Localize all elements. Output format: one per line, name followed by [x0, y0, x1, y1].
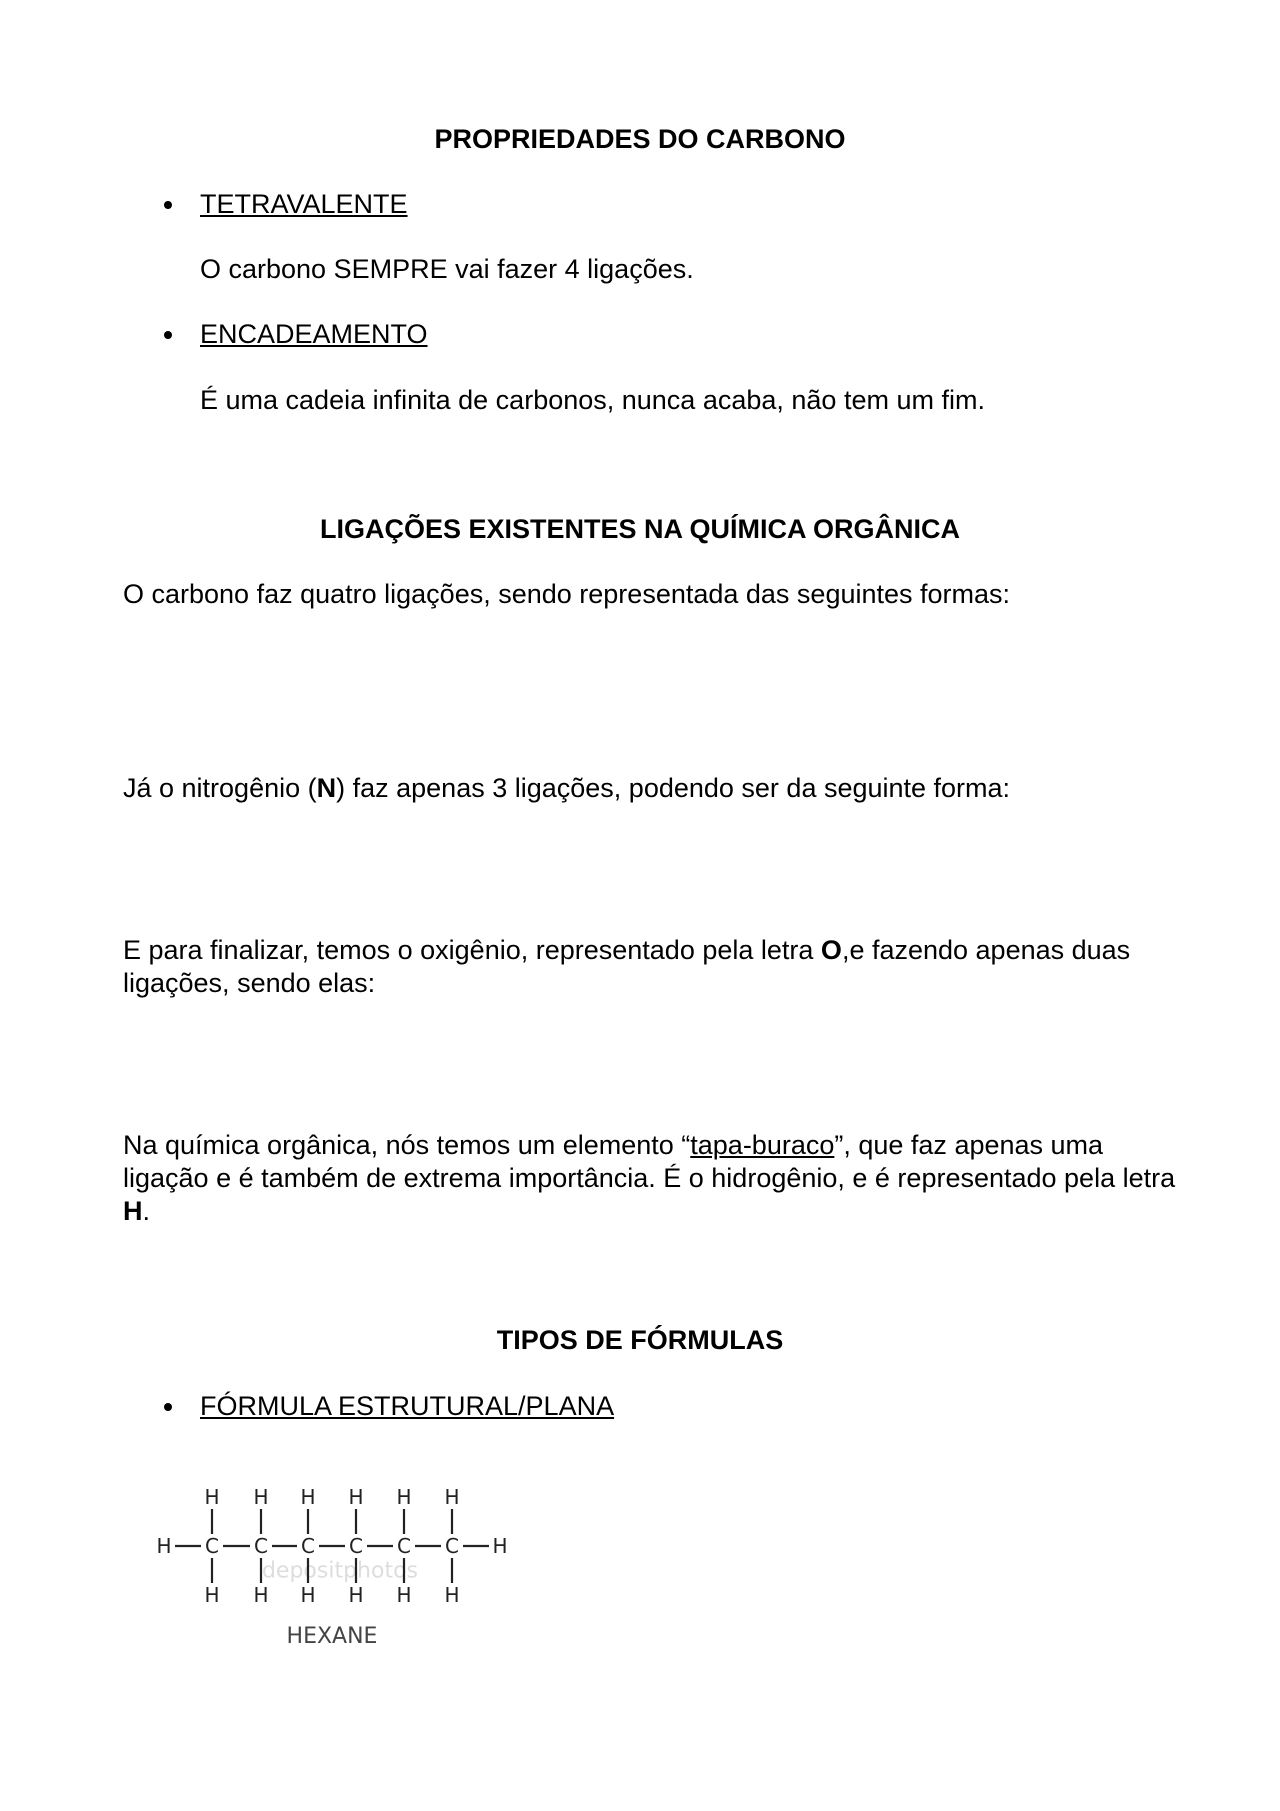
- hydrogen-text-pre: Na química orgânica, nós temos um elemento “: [123, 1130, 691, 1160]
- atom-carbon: C: [301, 1534, 315, 1558]
- atom-carbon: C: [254, 1534, 268, 1558]
- section-title-tipos: TIPOS DE FÓRMULAS: [496, 1325, 784, 1355]
- atom-hydrogen: H: [444, 1485, 460, 1509]
- atom-carbon: C: [349, 1534, 363, 1558]
- oxygen-text-post: ,e fazendo apenas duas ligações, sendo elas:: [123, 935, 1131, 998]
- item-tetravalente: TETRAVALENTE: [200, 189, 408, 219]
- nitrogen-text-post: ) faz apenas 3 ligações, podendo ser da seguinte forma:: [336, 773, 1011, 803]
- hydrogen-symbol: H: [123, 1196, 143, 1226]
- paragraph-carbon: O carbono faz quatro ligações, sendo representada das seguintes formas:: [123, 579, 1011, 609]
- hydrogen-text-post: .: [142, 1196, 151, 1226]
- bullet-dot: [164, 1403, 172, 1411]
- item-encadeamento-desc: É uma cadeia infinita de carbonos, nunca acaba, não tem um fim.: [200, 385, 985, 415]
- atom-hydrogen: H: [444, 1583, 460, 1607]
- watermark-text: depositphotos: [261, 1558, 419, 1584]
- paragraph-oxygen: [123, 934, 1183, 1000]
- atom-hydrogen: H: [348, 1583, 364, 1607]
- bullet-dot: [164, 331, 172, 339]
- atom-hydrogen: H: [156, 1534, 172, 1558]
- atom-hydrogen: H: [396, 1485, 412, 1509]
- item-tetravalente-desc: O carbono SEMPRE vai fazer 4 ligações.: [200, 254, 694, 284]
- atom-hydrogen: H: [204, 1485, 220, 1509]
- oxygen-symbol: O: [820, 935, 842, 965]
- hexane-structure-figure: [150, 1475, 530, 1660]
- paragraph-hydrogen: [123, 1129, 1183, 1228]
- oxygen-text-pre: E para finalizar, temos o oxigênio, representado pela letra: [123, 935, 821, 965]
- atom-hydrogen: H: [204, 1583, 220, 1607]
- atom-hydrogen: H: [396, 1583, 412, 1607]
- atom-hydrogen: H: [300, 1583, 316, 1607]
- item-formula-estrutural: FÓRMULA ESTRUTURAL/PLANA: [200, 1391, 615, 1421]
- atom-hydrogen: H: [253, 1583, 269, 1607]
- atom-hydrogen: H: [300, 1485, 316, 1509]
- section-title-propriedades: PROPRIEDADES DO CARBONO: [434, 124, 846, 154]
- figure-caption: HEXANE: [286, 1624, 378, 1649]
- section-title-ligacoes: LIGAÇÕES EXISTENTES NA QUÍMICA ORGÂNICA: [319, 514, 961, 544]
- nitrogen-symbol: N: [316, 773, 337, 803]
- atom-hydrogen: H: [348, 1485, 364, 1509]
- nitrogen-text-pre: Já o nitrogênio (: [123, 773, 317, 803]
- bullet-dot: [164, 201, 172, 209]
- atom-hydrogen: H: [492, 1534, 508, 1558]
- item-encadeamento: ENCADEAMENTO: [200, 319, 428, 349]
- watermark: [262, 1559, 418, 1584]
- atom-hydrogen: H: [253, 1485, 269, 1509]
- hydrogen-text-mid: ”, que faz apenas uma ligação e é também de extrema importância. É o hidrogênio, e é representado pela letra: [123, 1130, 1176, 1193]
- atom-carbon: C: [445, 1534, 459, 1558]
- atom-carbon: C: [205, 1534, 219, 1558]
- tapa-buraco-term: tapa-buraco: [690, 1130, 835, 1160]
- atom-carbon: C: [397, 1534, 411, 1558]
- paragraph-nitrogen: [123, 772, 1010, 805]
